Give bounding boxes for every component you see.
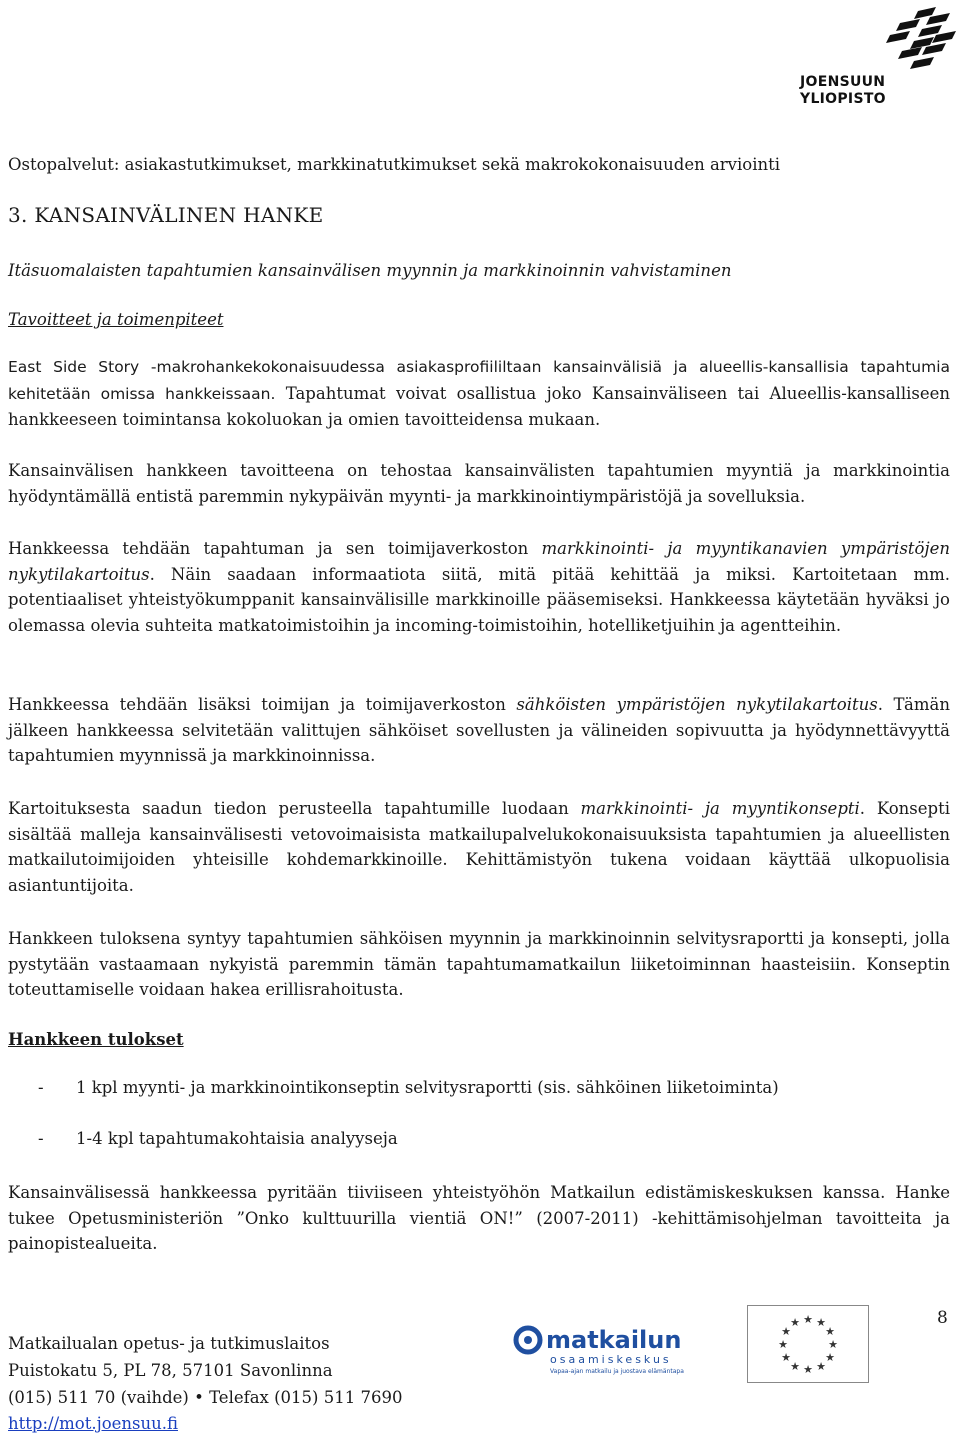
svg-text:★: ★ (803, 1313, 813, 1326)
p3-italic: markkinointi- ja myyntikanavien ympäristöjen nykytilakartoitus (8, 539, 950, 584)
svg-text:★: ★ (781, 1351, 791, 1364)
paragraph-concept (8, 796, 950, 898)
svg-text:★: ★ (781, 1325, 791, 1338)
results-heading: Hankkeen tulokset (8, 1030, 184, 1049)
ostopalvelut-line: Ostopalvelut: asiakastutkimukset, markkinatutkimukset sekä makrokokonaisuuden arviointi (8, 155, 781, 174)
footer-address: Puistokatu 5, PL 78, 57101 Savonlinna (8, 1361, 333, 1380)
paragraph-1-serif: Tapahtumat voivat osallistua joko Kansainväliseen tai Alueellis-kansalliseen hankkeeseen toimintansa kokoluokan ja omien tavoitteidensa mukaan. (8, 383, 951, 429)
matkailun-logo-sub: osaamiskeskus (550, 1353, 672, 1366)
goals-heading: Tavoitteet ja toimenpiteet (8, 310, 224, 329)
svg-text:★: ★ (790, 1316, 800, 1329)
matkailun-logo-main: matkailun (546, 1326, 682, 1354)
section-heading: 3. KANSAINVÄLINEN HANKE (8, 203, 324, 227)
p4-italic: sähköisten ympäristöjen nykytilakartoitus (516, 695, 878, 714)
p5-text-b: . Konsepti sisältää malleja kansainvälisesti vetovoimaisista matkailupalvelukokonaisuuksista tapahtumien ja alueellisten matkailutoimijoiden yhteisille kohdemarkkinoille. Kehittämistyön tukena voidaan käyttää ulkopuolisia asiantuntijoita. (8, 799, 951, 895)
section-subtitle: Itäsuomalaisten tapahtumien kansainvälisen myynnin ja markkinoinnin vahvistaminen (8, 261, 732, 280)
p4-text-a: Hankkeessa tehdään lisäksi toimijan ja toimijaverkoston (8, 695, 517, 714)
university-name-line1: JOENSUUN (800, 74, 886, 90)
matkailun-logo-tagline: Vapaa-ajan matkailu ja juostava elämäntapa (550, 1368, 684, 1375)
svg-text:★: ★ (825, 1325, 835, 1338)
matkailun-swirl-icon (516, 1328, 540, 1352)
paragraph-electronic (8, 692, 950, 769)
paragraph-result: Hankkeen tuloksena syntyy tapahtumien sähköisen myynnin ja markkinoinnin selvitysraportti ja konsepti, jolla pystytään vastaamaan nykyistä paremmin tämän tapahtumamatkailun liiketoiminnan haasteisiin. Konseptin toteuttamiselle voidaan hakea erillisrahoitusta. (8, 929, 950, 999)
page-number: 8 (937, 1308, 948, 1328)
bullet-marker-2: - (38, 1129, 44, 1148)
p5-italic: markkinointi- ja myyntikonsepti (580, 799, 860, 818)
p3-text-b: . Näin saadaan informaatiota siitä, mitä pitää kehittää ja miksi. Kartoitetaan mm. potentiaaliset yhteistyökumppanit kansainvälisille markkinoille pääsemiseksi. Hankkeessa käytetään hyväksi jo olemassa olevia suhteita matkatoimistoihin ja incoming-toimistoihin, hotelliketjuihin ja agentteihin. (8, 564, 950, 635)
svg-text:★: ★ (803, 1363, 813, 1376)
svg-text:★: ★ (816, 1360, 826, 1373)
paragraph-1-sans: East Side Story -makrohankekokonaisuudessa asiakasprofiililtaan kansainvälisiä ja alueellis-kansallisia tapahtumia kehitetään omissa hankkeissaan. (8, 358, 950, 403)
svg-text:★: ★ (816, 1316, 826, 1329)
footer-institute: Matkailualan opetus- ja tutkimuslaitos (8, 1334, 330, 1353)
logo-stripes (886, 7, 956, 69)
paragraph-cooperation: Kansainvälisessä hankkeessa pyritään tiiviiseen yhteistyöhön Matkailun edistämiskeskuksen kanssa. Hanke tukee Opetusministeriön ”Onko kulttuurilla vientiä ON!” (2007-2011) -kehittämisohjelman tavoitteita ja painopistealueita. (8, 1183, 950, 1253)
bullet-item-1: 1 kpl myynti- ja markkinointikonseptin selvitysraportti (sis. sähköinen liiketoiminta) (76, 1078, 779, 1097)
paragraph-east-side-story (8, 354, 950, 433)
svg-text:★: ★ (825, 1351, 835, 1364)
svg-text:★: ★ (778, 1338, 788, 1351)
university-name-line2: YLIOPISTO (800, 91, 886, 107)
p4-text-b: . Tämän jälkeen hankkeessa selvitetään valittujen sähköiset sovellusten ja välineiden sopivuutta ja hyödynnettävyyttä tapahtumien myynnissä ja markkinoinnissa. (8, 695, 951, 765)
paragraph-inventory (8, 536, 950, 638)
svg-text:★: ★ (828, 1338, 838, 1351)
bullet-marker-1: - (38, 1078, 44, 1097)
bullet-item-2: 1-4 kpl tapahtumakohtaisia analyyseja (76, 1129, 398, 1148)
p3-text-a: Hankkeessa tehdään tapahtuman ja sen toimijaverkoston (8, 539, 542, 558)
svg-text:★: ★ (790, 1360, 800, 1373)
eu-stars (778, 1313, 838, 1376)
university-name (800, 74, 886, 108)
footer-phone: (015) 511 70 (vaihde) • Telefax (015) 511 7690 (8, 1388, 403, 1407)
paragraph-goal: Kansainvälisen hankkeen tavoitteena on tehostaa kansainvälisten tapahtumien myyntiä ja markkinointia hyödyntämällä entistä paremmin nykypäivän myynti- ja markkinointiympäristöjä ja sovelluksia. (8, 461, 950, 506)
matkailun-osaamiskeskus-logo (510, 1318, 685, 1378)
footer-website-link[interactable]: http://mot.joensuu.fi (8, 1414, 178, 1433)
p5-text-a: Kartoituksesta saadun tiedon perusteella tapahtumille luodaan (8, 799, 581, 818)
eu-flag (747, 1305, 869, 1383)
